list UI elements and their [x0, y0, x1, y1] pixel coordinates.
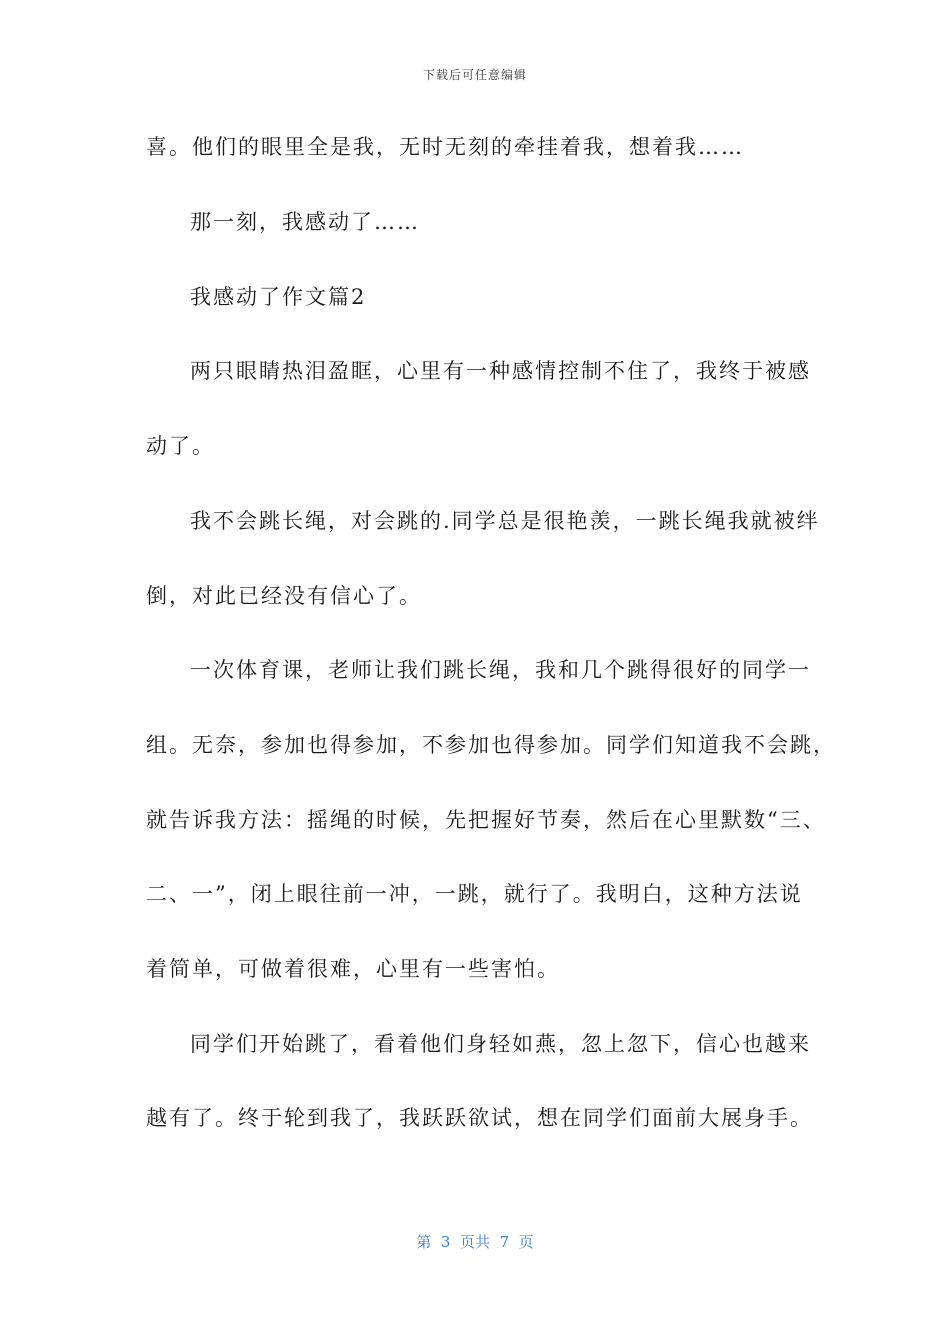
text-line-5: 动了。: [146, 434, 215, 458]
text-line-6: 我不会跳长绳，对会跳的.同学总是很艳羡，一跳长绳我就被绊: [190, 509, 820, 533]
text-line-2: 那一刻，我感动了……: [190, 210, 420, 234]
text-line-1: 喜。他们的眼里全是我，无时无刻的牵挂着我，想着我……: [146, 135, 744, 159]
section-heading: 我感动了作文篇2: [190, 285, 367, 309]
text-line-11: 二、一”，闭上眼往前一冲，一跳，就行了。我明白，这种方法说: [146, 882, 803, 906]
text-line-9: 组。无奈，参加也得参加，不参加也得参加。同学们知道我不会跳，: [146, 733, 836, 757]
text-line-12: 着简单，可做着很难，心里有一些害怕。: [146, 957, 560, 981]
page-number: 第 3 页共 7 页: [416, 1233, 534, 1251]
text-line-13: 同学们开始跳了，看着他们身轻如燕，忽上忽下，信心也越来: [190, 1032, 811, 1056]
text-line-7: 倒，对此已经没有信心了。: [146, 584, 422, 608]
text-line-4: 两只眼睛热泪盈眶，心里有一种感情控制不住了，我终于被感: [190, 359, 811, 383]
header-note: 下载后可任意编辑: [422, 68, 527, 82]
text-line-8: 一次体育课，老师让我们跳长绳，我和几个跳得很好的同学一: [190, 658, 811, 682]
text-line-10: 就告诉我方法：摇绳的时候，先把握好节奏，然后在心里默数“三、: [146, 808, 826, 832]
text-line-14: 越有了。终于轮到我了，我跃跃欲试，想在同学们面前大展身手。: [146, 1106, 813, 1130]
